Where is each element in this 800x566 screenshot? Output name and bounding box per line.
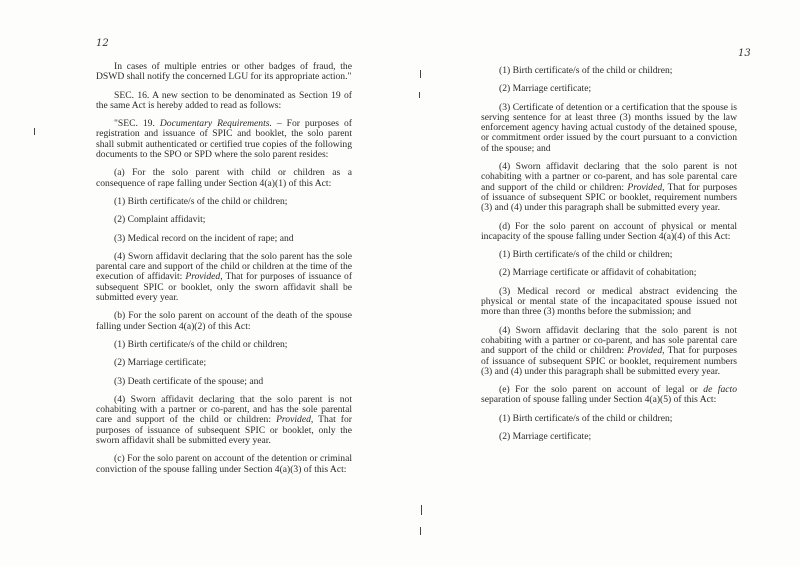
paragraph: "SEC. 19. Documentary Requirements. – For purposes of registration and issuance of SPIC and booklet, the solo parent shall submit authenticated or certified true copies of the following documents to the SPO or SPD where the solo parent resides:	[96, 118, 352, 161]
list-item: (1) Birth certificate/s of the child or children;	[114, 195, 288, 207]
gutter-mark	[420, 70, 421, 78]
paragraph: (4) Sworn affidavit declaring that the solo parent is not cohabiting with a partner or co-parent, and has sole parental care and support of the child or children: Provided, That for purposes of issuance of subsequent SPIC or booklet, requirement numbers (3) and (4) under this paragraph shall be submitted every year.	[481, 324, 737, 377]
paragraph: In cases of multiple entries or other badges of fraud, the DSWD shall notify the concerned LGU for its appropriate action."	[96, 61, 352, 83]
page-number-left: 12	[96, 38, 109, 49]
paragraph: (a) For the solo parent with child or children as a consequence of rape falling under Section 4(a)(1) of this Act:	[96, 167, 352, 189]
list-item: (1) Birth certificate/s of the child or children;	[499, 65, 673, 76]
gutter-mark	[421, 505, 422, 515]
gutter-mark	[419, 92, 420, 98]
paragraph: (e) For the solo parent on account of legal or de facto separation of spouse falling under Section 4(a)(5) of this Act:	[481, 384, 737, 406]
list-item: (2) Marriage certificate;	[114, 357, 207, 369]
list-item: (2) Marriage certificate;	[499, 83, 592, 95]
right-column	[481, 66, 737, 450]
paragraph: (d) For the solo parent on account of physical or mental incapacity of the spouse falling under Section 4(a)(4) of this Act:	[481, 220, 737, 242]
list-item: (1) Birth certificate/s of the child or children;	[114, 338, 288, 350]
list-item: (3) Death certificate of the spouse; and	[114, 375, 264, 387]
list-item: (2) Complaint affidavit;	[114, 214, 206, 226]
page-number-right: 13	[738, 48, 751, 59]
paragraph: (4) Sworn affidavit declaring that the solo parent has the sole parental care and support of the child or children at the time of the execution of affidavit: Provided, That for purposes of issuance of subsequent SPIC or booklet, only the sworn affidavit shall be submitted every year.	[96, 250, 353, 304]
paragraph: (2) Marriage certificate or affidavit of cohabitation;	[499, 267, 697, 279]
scan-mark	[34, 128, 35, 135]
list-item: (1) Birth certificate/s of the child or children;	[499, 412, 673, 424]
paragraph: (c) For the solo parent on account of the detention or criminal conviction of the spouse falling under Section 4(a)(3) of this Act:	[96, 453, 352, 475]
paragraph: SEC. 16. A new section to be denominated as Section 19 of the same Act is hereby added to read as follows:	[96, 89, 352, 111]
list-item: (3) Medical record on the incident of rape; and	[114, 232, 294, 244]
list-item: (2) Marriage certificate;	[499, 431, 592, 443]
paragraph: (3) Medical record or medical abstract evidencing the physical or mental state of the incapacitated spouse issued not more than three (3) months before the submission; and	[481, 285, 737, 318]
list-item: (1) Birth certificate/s of the child or children;	[499, 249, 673, 261]
paragraph: (3) Certificate of detention or a certification that the spouse is serving sentence for at least three (3) months issued by the law enforcement agency having actual custody of the detained spouse, or commitment order issued by the court pursuant to a conviction of the spouse; and	[481, 101, 737, 154]
gutter-mark	[420, 527, 421, 535]
paragraph: (4) Sworn affidavit declaring that the solo parent is not cohabiting with a partner or co-parent, and has the sole parental care and support of the child or children: Provided, That for purposes of issuance of subsequent SPIC or booklet, only the sworn affidavit shall be submitted every year.	[96, 393, 352, 447]
paragraph: (b) For the solo parent on account of the death of the spouse falling under Section 4(a)(2) of this Act:	[96, 310, 352, 332]
left-column	[96, 62, 352, 483]
paragraph: (4) Sworn affidavit declaring that the solo parent is not cohabiting with a partner or co-parent, and has sole parental care and support of the child or children: Provided, That for purposes of issuance of subsequent SPIC or booklet, requirement numbers (3) and (4) under this paragraph shall be submitted every year.	[481, 161, 737, 214]
